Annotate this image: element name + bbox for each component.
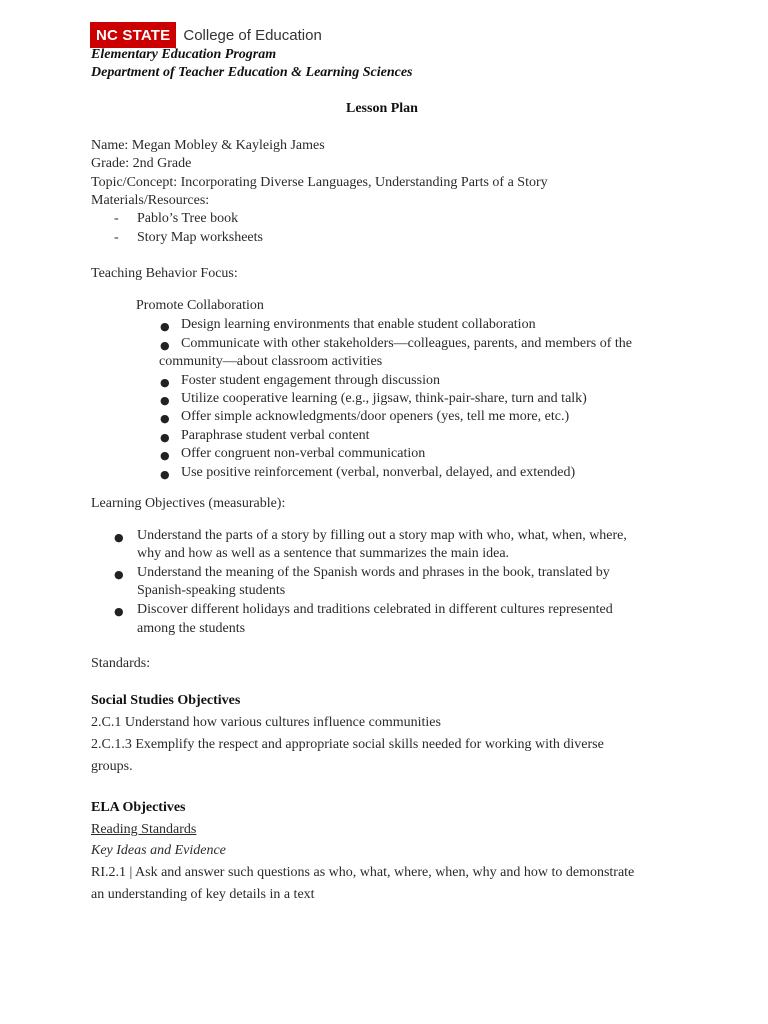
dash-marker: - xyxy=(114,211,119,226)
key-ideas: Key Ideas and Evidence xyxy=(91,843,226,858)
bullet-icon: ● xyxy=(114,531,124,544)
standards-label: Standards: xyxy=(91,656,151,671)
ri-standard: RI.2.1 | Ask and answer such questions as who, what, where, when, why and how to demonstrate xyxy=(91,865,635,880)
bullet-icon: ● xyxy=(114,568,124,581)
bullet-icon: ● xyxy=(160,320,170,333)
program-name: Elementary Education Program xyxy=(91,47,277,62)
grade-line: Grade: 2nd Grade xyxy=(91,156,192,171)
social-standard: 2.C.1 Understand how various cultures influence communities xyxy=(91,715,441,730)
teaching-bullet: Paraphrase student verbal content xyxy=(181,428,370,443)
social-standard-cont: groups. xyxy=(91,759,133,774)
objective-line-cont: why and how as well as a sentence that summarizes the main idea. xyxy=(137,546,510,561)
teaching-bullet: Communicate with other stakeholders—colleagues, parents, and members of the xyxy=(181,336,632,351)
bullet-icon: ● xyxy=(160,394,170,407)
bullet-icon: ● xyxy=(114,605,124,618)
bullet-icon: ● xyxy=(160,339,170,352)
objective-line-cont: Spanish-speaking students xyxy=(137,583,286,598)
department-name: Department of Teacher Education & Learning Sciences xyxy=(91,65,413,80)
objective-line: Understand the meaning of the Spanish words and phrases in the book, translated by xyxy=(137,565,610,580)
teaching-bullet: Design learning environments that enable student collaboration xyxy=(181,317,536,332)
teaching-bullet: Offer simple acknowledgments/door openers (yes, tell me more, etc.) xyxy=(181,409,570,424)
topic-line: Topic/Concept: Incorporating Diverse Languages, Understanding Parts of a Story xyxy=(91,175,548,190)
social-standard: 2.C.1.3 Exemplify the respect and appropriate social skills needed for working with diverse xyxy=(91,737,604,752)
bullet-icon: ● xyxy=(160,412,170,425)
objectives-label: Learning Objectives (measurable): xyxy=(91,496,286,511)
teaching-bullet: Utilize cooperative learning (e.g., jigsaw, think-pair-share, turn and talk) xyxy=(181,391,587,406)
teaching-subhead: Promote Collaboration xyxy=(136,298,264,313)
teaching-bullet: Use positive reinforcement (verbal, nonverbal, delayed, and extended) xyxy=(181,465,576,480)
materials-label: Materials/Resources: xyxy=(91,193,210,208)
teaching-bullet: Offer congruent non-verbal communication xyxy=(181,446,426,461)
ncstate-logo xyxy=(90,22,322,48)
bullet-icon: ● xyxy=(160,431,170,444)
material-item: Story Map worksheets xyxy=(137,230,263,245)
teaching-label: Teaching Behavior Focus: xyxy=(91,266,238,281)
social-heading: Social Studies Objectives xyxy=(91,693,241,708)
bullet-icon: ● xyxy=(160,468,170,481)
reading-standards: Reading Standards xyxy=(91,822,197,837)
name-line: Name: Megan Mobley & Kayleigh James xyxy=(91,138,325,153)
college-name: College of Education xyxy=(183,26,322,44)
teaching-bullet: Foster student engagement through discussion xyxy=(181,373,440,388)
material-item: Pablo’s Tree book xyxy=(137,211,239,226)
objective-line: Understand the parts of a story by filling out a story map with who, what, when, where, xyxy=(137,528,627,543)
dash-marker: - xyxy=(114,230,119,245)
ri-standard-cont: an understanding of key details in a text xyxy=(91,887,315,902)
ela-heading: ELA Objectives xyxy=(91,800,186,815)
objective-line: Discover different holidays and traditions celebrated in different cultures represented xyxy=(137,602,613,617)
bullet-icon: ● xyxy=(160,376,170,389)
page-title: Lesson Plan xyxy=(346,101,418,116)
objective-line-cont: among the students xyxy=(137,621,246,636)
teaching-bullet-cont: community—about classroom activities xyxy=(159,354,383,369)
bullet-icon: ● xyxy=(160,449,170,462)
logo-badge: NC STATE xyxy=(90,22,176,48)
